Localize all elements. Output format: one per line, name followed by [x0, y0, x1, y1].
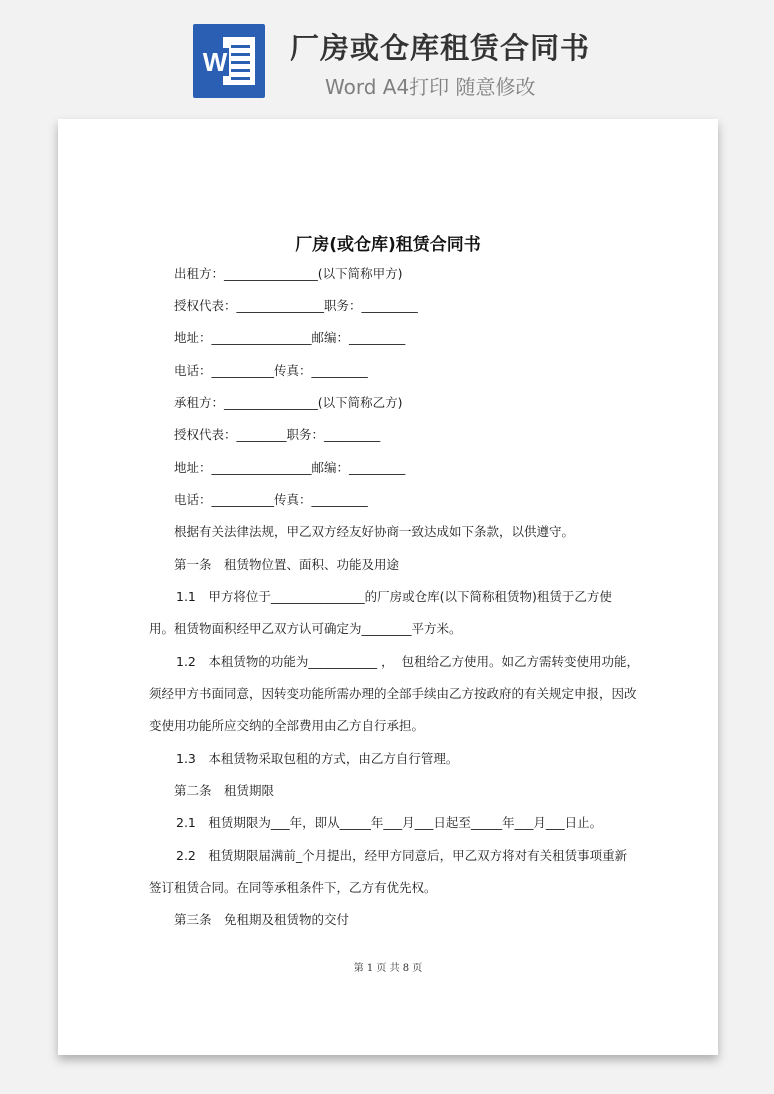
clause-2-2-line-2: 签订租赁合同。在同等承租条件下，乙方有优先权。	[149, 880, 437, 895]
word-logo-letter: W	[202, 47, 228, 77]
preamble-paragraph: 根据有关法律法规，甲乙双方经友好协商一致达成如下条款，以供遵守。	[174, 524, 575, 539]
clause-1-2-line-1: 1.2 本租赁物的功能为___________ ， 包租给乙方使用。如乙方需转变使用功能，	[176, 654, 640, 669]
clause-1-1-line-1: 1.1 甲方将位于_______________的厂房或仓库(以下简称租赁物)租赁于乙方使	[176, 589, 612, 604]
article-1-heading: 第一条 租赁物位置、面积、功能及用途	[174, 557, 400, 572]
party-a-phone-line: 电话：__________传真：_________	[174, 363, 368, 378]
article-3-heading: 第三条 免租期及租赁物的交付	[174, 912, 350, 927]
party-a-address-line: 地址：________________邮编：_________	[174, 330, 406, 345]
party-b-representative-line: 授权代表：________职务：_________	[174, 427, 381, 442]
clause-1-2-line-2: 须经甲方书面同意，因转变功能所需办理的全部手续由乙方按政府的有关规定申报，因改	[149, 686, 637, 701]
header-title: 厂房或仓库租赁合同书	[290, 31, 591, 65]
party-b-phone-line: 电话：__________传真：_________	[174, 492, 368, 507]
party-a-representative-line: 授权代表：______________职务：_________	[174, 298, 418, 313]
document-title: 厂房(或仓库)租赁合同书	[295, 235, 481, 255]
party-b-address-line: 地址：________________邮编：_________	[174, 460, 406, 475]
article-2-heading: 第二条 租赁期限	[174, 783, 275, 798]
party-b-line: 承租方：_______________(以下简称乙方)	[174, 395, 403, 410]
document-page	[58, 119, 718, 1055]
word-document-icon	[193, 24, 265, 98]
clause-2-1: 2.1 租赁期限为___年，即从_____年___月___日起至_____年___月___日止。	[176, 815, 603, 830]
clause-2-2-line-1: 2.2 租赁期限届满前_个月提出，经甲方同意后，甲乙双方将对有关租赁事项重新	[176, 848, 628, 863]
clause-1-1-line-2: 用。租赁物面积经甲乙双方认可确定为________平方米。	[149, 621, 462, 636]
party-a-line: 出租方：_______________(以下简称甲方)	[174, 266, 403, 281]
page-number: 第 1 页 共 8 页	[353, 963, 423, 974]
clause-1-2-line-3: 变使用功能所应交纳的全部费用由乙方自行承担。	[149, 718, 425, 733]
header	[0, 0, 774, 118]
header-subtitle: Word A4打印 随意修改	[325, 75, 536, 99]
clause-1-3: 1.3 本租赁物采取包租的方式，由乙方自行管理。	[176, 751, 459, 766]
